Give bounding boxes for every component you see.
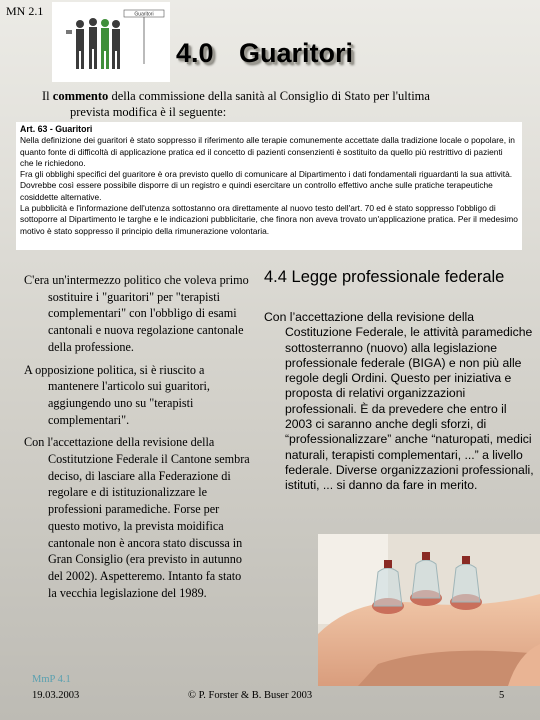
left-paragraph: A opposizione politica, si è riuscito a mantenere l'articolo sui guaritori, aggiungendo uno su "terapisti complementari". (24, 362, 210, 427)
healers-logo (52, 2, 170, 82)
intro-post: della commissione della sanità al Consiglio di Stato per l'ultima (108, 89, 430, 103)
article-paragraph: Fra gli obblighi specifici del guaritore è ora previsto quello di comunicare al Dipartimento i dati fondamentali riguardanti la sua attività. (20, 169, 513, 180)
cupping-photo (318, 534, 540, 686)
left-paragraph: C'era un'intermezzo politico che voleva primo sostituire i "guaritori" per "terapisti complementari" con l'obbligo di esami cantonali e nuova regolazione cantonale della professione. (24, 273, 249, 354)
article-paragraph: La pubblicità e l'informazione dell'utenza sottostanno ora direttamente al nuovo testo dell'art. 70 ed è stato soppresso l'obbligo di sottoporre al Dipartimento le targhe e le indicazioni pubblicitarie, che finora non aveva trovato un'applicazione pratica. Per il medesimo motivo è stato soppresso il principio della rimunerazione volontaria. (20, 203, 518, 236)
footer-date: 19.03.2003 (32, 690, 80, 701)
footer-page-number: 5 (499, 690, 505, 701)
intro-text (42, 88, 502, 120)
module-label: MmP 4.1 (32, 674, 71, 685)
intro-pre: Il (42, 89, 53, 103)
intro-line2: prevista modifica è il seguente: (70, 105, 227, 119)
footer-author: © P. Forster & B. Buser 2003 (188, 690, 313, 701)
article-paragraph: Nella definizione dei guaritori è stato soppresso il riferimento alle terapie comunemente accettate dalla tradizione locale o popolare, in quanto fonte di difficoltà di applicazione pratica ed il concetto di pazienti consenzienti è sostituito da quello più restrittivo di pazienti che le richiedono. (20, 135, 515, 168)
intro-bold: commento (52, 89, 109, 103)
article-excerpt (16, 122, 522, 250)
slide-id-label: MN 2.1 (6, 4, 44, 18)
left-column (24, 272, 250, 607)
section-heading: 4.4 Legge professionale federale (264, 268, 505, 286)
article-heading: Art. 63 - Guaritori (20, 124, 93, 134)
page-title: 4.0 Guaritori (176, 38, 354, 68)
left-paragraph: Con l'accettazione della revisione della Costitutzione Federale il Cantone sembra deciso, di lasciare alla Federazione di regolare e di istituzionalizzare le professioni paramediche. Forse per questo motivo, la prevista moidifica cantonale non è ancora stato discussa in Gran Consiglio (era previsto in autunno del 2002). Aspetteremo. Intanto fa stato la vecchia legislazione del 1989. (24, 435, 250, 600)
logo-sign-text: Guaritori (134, 11, 154, 18)
article-paragraph: Dovrebbe così essere possibile disporre di un registro e quindi esercitare un controllo effettivo anche sulle pratiche terapeutiche cosiddette alternative. (20, 180, 493, 202)
section-body: Con l’accettazione della revisione della Costituzione Federale, le attività paramediche sottosterranno (nuovo) alla legislazione professionale federale (BIGA) e non più alle regole degli Ordini. Questo per iniziativa e proposta di relativi organizzazioni professionali. È da prevedere che entro il 2003 ci saranno anche degli sforzi, di “professionalizzare” anche “naturopati, medici naturali, terapisti complementari, ...” a livello federale. Diverse organizzazioni professionali, istituti, ... si danno da fare in merito. (264, 310, 534, 493)
